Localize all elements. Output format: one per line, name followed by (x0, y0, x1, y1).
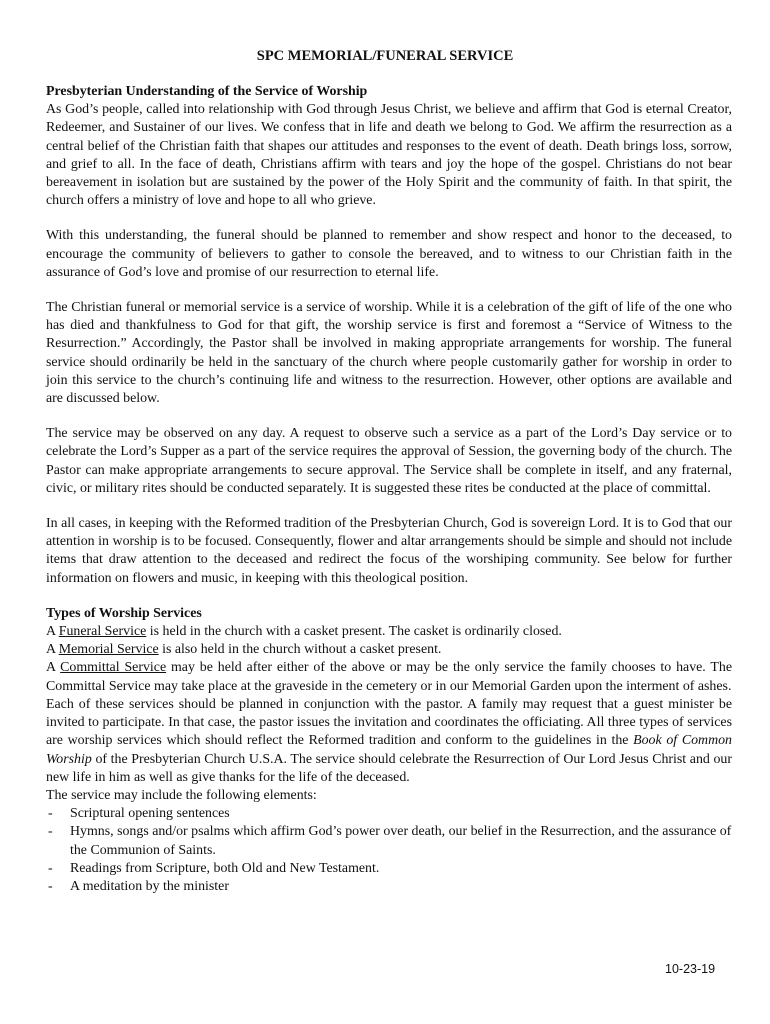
section-heading-types: Types of Worship Services (46, 605, 202, 621)
revision-date: 10-23-19 (665, 962, 716, 976)
funeral-service-term: Funeral Service (58, 624, 147, 640)
list-item: - Hymns, songs and/or psalms which affirm God’s power over death, our belief in the Resurrection, and the assurance of the Communion of Saints. (46, 823, 732, 859)
service-elements-list (46, 805, 732, 896)
paragraph-5: In all cases, in keeping with the Reformed tradition of the Presbyterian Church, God is sovereign Lord. It is to God that our attention in worship is to be focused. Consequently, flower and altar arrangements should be simple and should not include items that draw attention to the deceased and redirect the focus of the worshiping community. See below for further information on flowers and music, in keeping with this theological position. (46, 516, 732, 586)
funeral-service-line: A Funeral Service is held in the church with a casket present. The casket is ordinarily closed. (46, 624, 562, 640)
committal-service-line: A Committal Service may be held after either of the above or may be the only service the family chooses to have. The Committal Service may take place at the graveside in the cemetery or in our Memorial Garden upon the interment of ashes. (46, 660, 732, 694)
list-item: - Scriptural opening sentences (46, 805, 732, 823)
paragraph-1: As God’s people, called into relationship with God through Jesus Christ, we believe and affirm that God is eternal Creator, Redeemer, and Sustainer of our lives. We confess that in life and death we belong to God. We affirm the resurrection as a central belief of the Christian faith that shapes our attitudes and responses to the event of death. Death brings loss, sorrow, and grief to all. In the face of death, Christians affirm with tears and joy the hope of the gospel. Christians do not bear bereavement in isolation but are sustained by the power of the Holy Spirit and the community of faith. In that spirit, the church offers a ministry of love and hope to all who grieve. (46, 102, 732, 209)
section-heading-understanding: Presbyterian Understanding of the Service of Worship (46, 84, 368, 99)
book-title: Book of Common Worship (46, 733, 732, 767)
elements-intro: The service may include the following elements: (46, 787, 317, 803)
memorial-service-line: A Memorial Service is also held in the church without a casket present. (46, 642, 442, 658)
list-item: - A meditation by the minister (46, 878, 732, 896)
memorial-service-term: Memorial Service (58, 642, 159, 658)
paragraph-2: With this understanding, the funeral should be planned to remember and show respect and honor to the deceased, to encourage the community of believers to gather to console the bereaved, and to witness to our Christian faith in the assurance of God’s love and promise of our resurrection to eternal life. (46, 228, 732, 280)
paragraph-3: The Christian funeral or memorial service is a service of worship. While it is a celebration of the gift of life of the one who has died and thankfulness to God for that gift, the worship service is first and foremost a “Service of Witness to the Resurrection.” Accordingly, the Pastor shall be involved in making appropriate arrangements for worship. The funeral service should ordinarily be held in the sanctuary of the church where people customarily gather for worship in order to join this service to the church’s continuing life and witness to the resurrection. However, other options are available and are discussed below. (46, 300, 732, 407)
page-title: SPC MEMORIAL/FUNERAL SERVICE (256, 48, 514, 64)
committal-service-term: Committal Service (60, 660, 167, 676)
paragraph-4: The service may be observed on any day. A request to observe such a service as a part of the Lord’s Day service or to celebrate the Lord’s Supper as a part of the service requires the approval of Session, the governing body of the church. The Pastor can make appropriate arrangements to secure approval. The Service shall be complete in itself, and any fraternal, civic, or military rites should be conducted separately. It is suggested these rites be conducted at the place of committal. (46, 426, 732, 496)
planning-paragraph: Each of these services should be planned in conjunction with the pastor. A family may request that a guest minister be invited to participate. In that case, the pastor issues the invitation and coordinates the officiating. All three types of services are worship services which should reflect the Reformed tradition and conform to the guidelines in the Book of Common Worship of the Presbyterian Church U.S.A. The service should celebrate the Resurrection of Our Lord Jesus Christ and our new life in him as well as give thanks for the life of the deceased. (46, 696, 732, 785)
list-item: - Readings from Scripture, both Old and New Testament. (46, 860, 732, 878)
document-body (46, 83, 732, 896)
